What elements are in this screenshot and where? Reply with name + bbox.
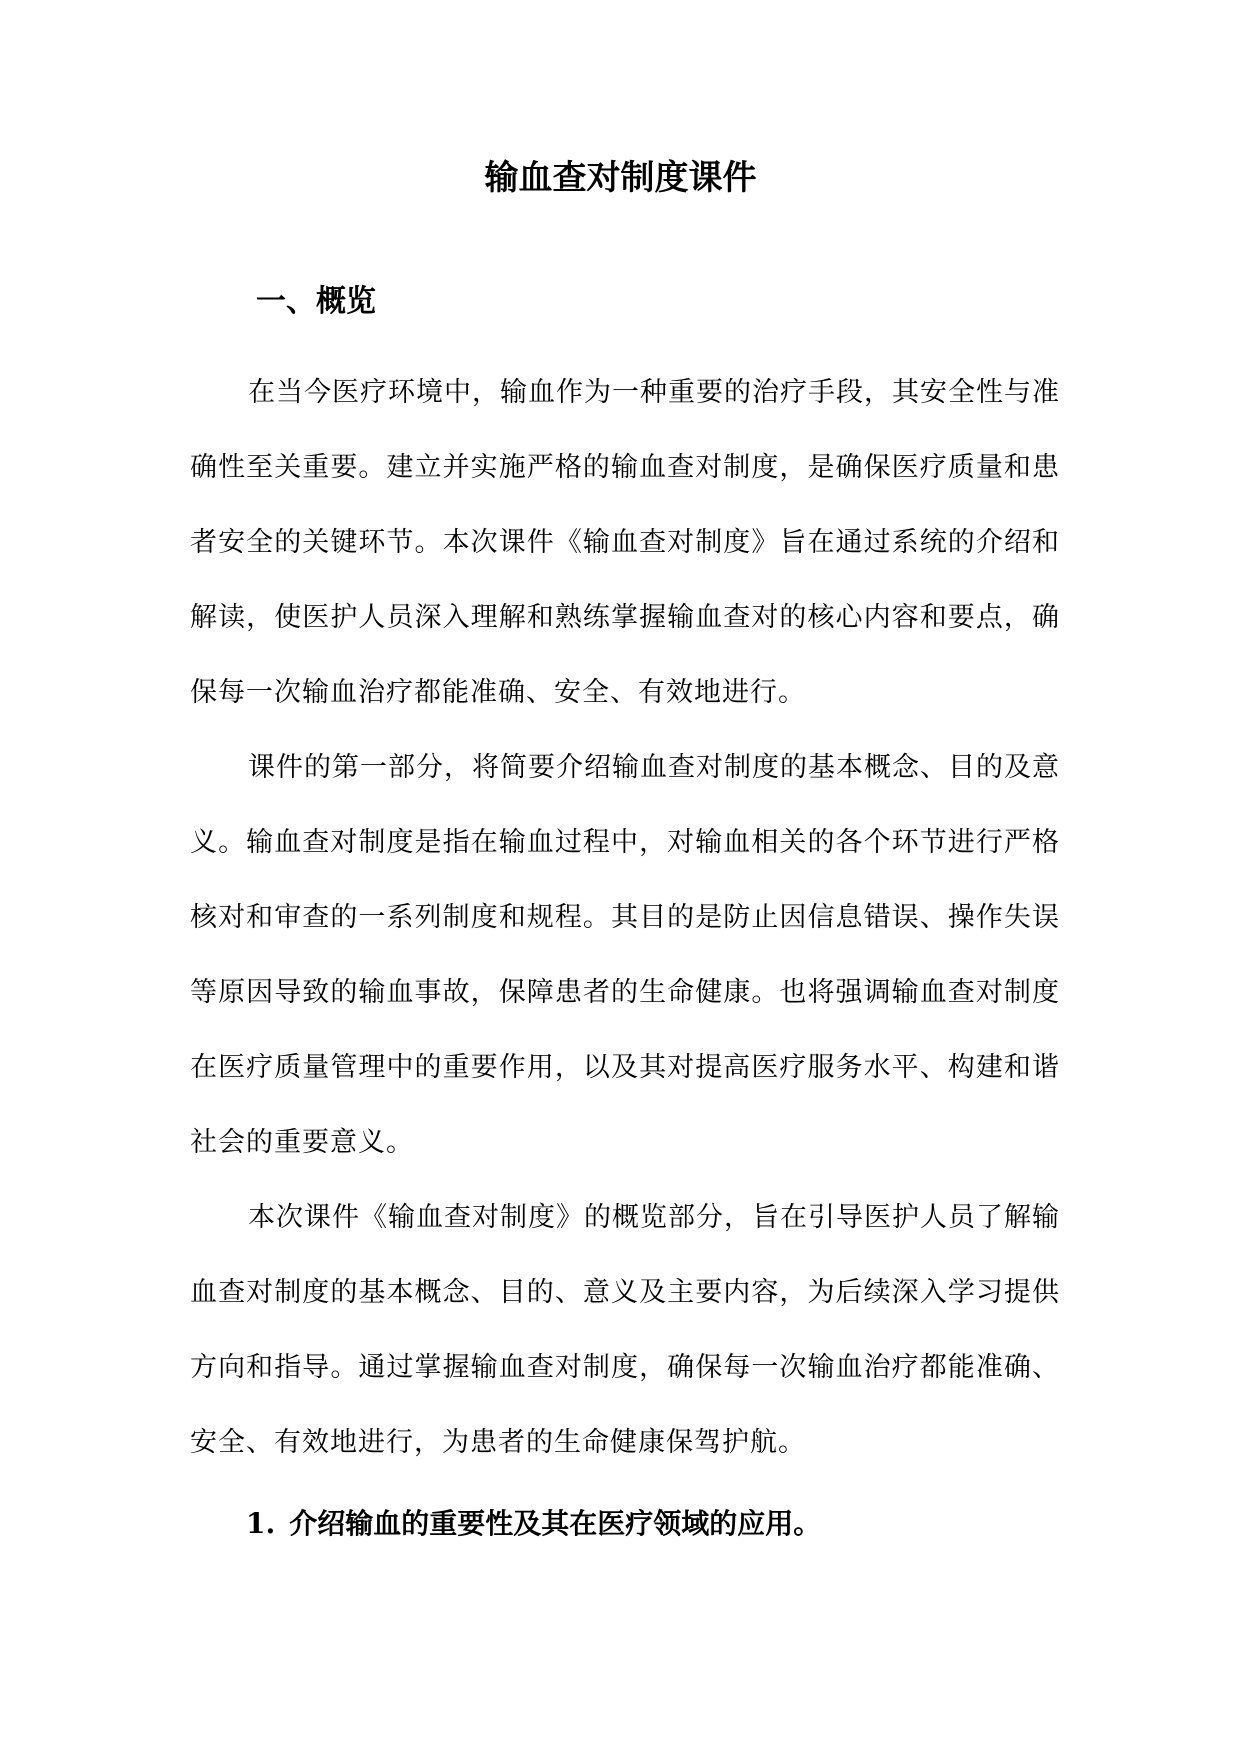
heading-text: 介绍输血的重要性及其在医疗领域的应用。 bbox=[289, 1507, 822, 1540]
paragraph-overview-summary: 本次课件《输血查对制度》的概览部分，旨在引导医护人员了解输血查对制度的基本概念、目的、意义及主要内容，为后续深入学习提供方向和指导。通过掌握输血查对制度，确保每一次输血治疗都能准确、安全、有效地进行，为患者的生命健康保驾护航。 bbox=[190, 1202, 1060, 1458]
heading-number: 1. bbox=[246, 1507, 276, 1540]
paragraph-intro: 在当今医疗环境中，输血作为一种重要的治疗手段，其安全性与准确性至关重要。建立并实施严格的输血查对制度，是确保医疗质量和患者安全的关键环节。本次课件《输血查对制度》旨在通过系统的介绍和解读，使医护人员深入理解和熟练掌握输血查对的核心内容和要点，确保每一次输血治疗都能准确、安全、有效地进行。 bbox=[190, 377, 1060, 708]
paragraph-part-one: 课件的第一部分，将简要介绍输血查对制度的基本概念、目的及意义。输血查对制度是指在输血过程中，对输血相关的各个环节进行严格核对和审查的一系列制度和规程。其目的是防止因信息错误、操作失误等原因导致的输血事故，保障患者的生命健康。也将强调输血查对制度在医疗质量管理中的重要作用，以及其对提高医疗服务水平、构建和谐社会的重要意义。 bbox=[190, 752, 1060, 1158]
numbered-heading-1 bbox=[246, 1498, 821, 1550]
section-heading-overview: 一、概览 bbox=[256, 284, 376, 319]
document-title: 输血查对制度课件 bbox=[484, 158, 757, 198]
